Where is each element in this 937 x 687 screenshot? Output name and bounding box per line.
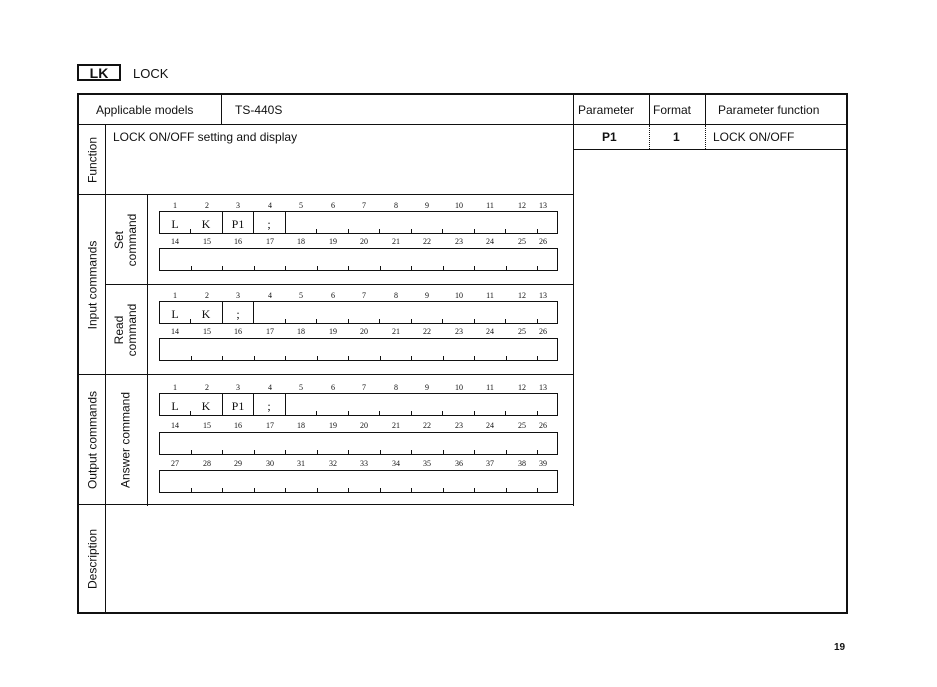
cell-separator — [411, 266, 412, 271]
cell-separator — [380, 450, 381, 455]
char-number: 24 — [486, 327, 494, 336]
cell-separator — [285, 450, 286, 455]
char-number: 21 — [392, 327, 400, 336]
char-number: 28 — [203, 459, 211, 468]
char-number: 9 — [425, 201, 429, 210]
char-number: 27 — [171, 459, 179, 468]
char-number: 21 — [392, 421, 400, 430]
char-number: 22 — [423, 421, 431, 430]
char-number: 2 — [205, 383, 209, 392]
cell-separator — [537, 266, 538, 271]
char-number: 19 — [329, 237, 337, 246]
char-number: 7 — [362, 383, 366, 392]
char-number: 15 — [203, 327, 211, 336]
cell-separator — [317, 356, 318, 361]
function-header: Parameter function — [718, 103, 820, 117]
format-header: Format — [653, 103, 692, 117]
char-row-box — [159, 432, 558, 455]
cell-separator — [222, 488, 223, 493]
char-number: 11 — [486, 383, 494, 392]
char-number: 17 — [266, 327, 274, 336]
char-number: 14 — [171, 237, 179, 246]
cell-separator — [285, 488, 286, 493]
format-divider — [649, 95, 650, 125]
char-number: 23 — [455, 327, 463, 336]
char-number: 38 — [518, 459, 526, 468]
char-row-box — [159, 470, 558, 493]
char-number: 12 — [518, 383, 526, 392]
char-cell: ; — [267, 399, 271, 413]
char-number: 6 — [331, 201, 335, 210]
char-number: 23 — [455, 237, 463, 246]
char-number: 13 — [539, 201, 547, 210]
char-number: 34 — [392, 459, 400, 468]
char-number: 25 — [518, 421, 526, 430]
cell-separator — [474, 266, 475, 271]
cell-separator — [348, 266, 349, 271]
char-number: 35 — [423, 459, 431, 468]
char-number: 17 — [266, 237, 274, 246]
cell-separator — [411, 488, 412, 493]
cell-separator — [506, 356, 507, 361]
function-text: LOCK ON/OFF setting and display — [113, 130, 298, 144]
char-number: 18 — [297, 421, 305, 430]
char-number: 11 — [486, 201, 494, 210]
function-divider — [705, 95, 706, 125]
read-command-label: Read command — [112, 303, 139, 357]
cell-separator — [474, 356, 475, 361]
char-number: 31 — [297, 459, 305, 468]
char-number: 2 — [205, 201, 209, 210]
char-number: 19 — [329, 421, 337, 430]
char-number: 37 — [486, 459, 494, 468]
cell-separator — [506, 266, 507, 271]
output-commands-label: Output commands — [85, 390, 100, 490]
char-row-box — [159, 211, 558, 234]
cell-separator — [222, 266, 223, 271]
char-number: 8 — [394, 201, 398, 210]
cell-separator — [506, 450, 507, 455]
char-cell: K — [201, 307, 211, 321]
set-command-label: Set command — [112, 213, 139, 267]
function-divider-dotted — [705, 125, 706, 149]
char-number: 33 — [360, 459, 368, 468]
cell-separator — [443, 488, 444, 493]
char-number: 32 — [329, 459, 337, 468]
cell-separator — [191, 266, 192, 271]
char-number: 25 — [518, 327, 526, 336]
param-function: LOCK ON/OFF — [713, 130, 795, 144]
char-number: 15 — [203, 237, 211, 246]
sublabel-divider — [147, 195, 148, 506]
char-number: 20 — [360, 237, 368, 246]
applicable-models-label: Applicable models — [96, 103, 194, 117]
cell-separator — [222, 450, 223, 455]
cell-separator — [317, 488, 318, 493]
cell-separator — [191, 450, 192, 455]
model-divider — [221, 95, 222, 125]
char-number: 13 — [539, 291, 547, 300]
char-number: 3 — [236, 201, 240, 210]
model-name: TS-440S — [235, 103, 283, 117]
char-number: 29 — [234, 459, 242, 468]
char-number: 4 — [268, 291, 272, 300]
header-row-divider — [79, 124, 846, 125]
char-number: 22 — [423, 237, 431, 246]
cell-separator — [191, 356, 192, 361]
char-cell: L — [171, 399, 179, 413]
set-read-divider — [106, 284, 574, 285]
cell-separator — [411, 450, 412, 455]
cell-separator — [443, 356, 444, 361]
cell-separator — [506, 488, 507, 493]
char-number: 3 — [236, 291, 240, 300]
cell-separator — [348, 450, 349, 455]
char-number: 4 — [268, 201, 272, 210]
param-name: P1 — [602, 130, 617, 144]
cell-separator — [317, 450, 318, 455]
input-output-divider — [79, 374, 574, 375]
char-cell: ; — [267, 217, 271, 231]
page-number: 19 — [834, 642, 846, 653]
char-number: 7 — [362, 291, 366, 300]
command-title: LOCK — [133, 66, 169, 81]
char-number: 25 — [518, 237, 526, 246]
char-row-box — [159, 248, 558, 271]
cell-separator — [254, 450, 255, 455]
char-cell: K — [201, 217, 211, 231]
cell-separator — [380, 266, 381, 271]
char-number: 9 — [425, 383, 429, 392]
char-cell: K — [201, 399, 211, 413]
char-number: 24 — [486, 421, 494, 430]
label-column-divider — [105, 125, 106, 612]
char-number: 11 — [486, 291, 494, 300]
char-number: 8 — [394, 383, 398, 392]
char-number: 23 — [455, 421, 463, 430]
char-number: 26 — [539, 421, 547, 430]
cell-separator — [474, 450, 475, 455]
char-number: 5 — [299, 291, 303, 300]
char-number: 2 — [205, 291, 209, 300]
char-row-box — [159, 338, 558, 361]
description-label: Description — [85, 528, 100, 590]
char-cell: P1 — [231, 217, 245, 231]
char-number: 26 — [539, 327, 547, 336]
char-number: 12 — [518, 291, 526, 300]
char-number: 24 — [486, 237, 494, 246]
char-number: 10 — [455, 383, 463, 392]
command-code: LK — [89, 65, 109, 81]
function-label: Function — [85, 136, 100, 184]
char-number: 7 — [362, 201, 366, 210]
char-number: 20 — [360, 421, 368, 430]
char-number: 5 — [299, 201, 303, 210]
char-number: 1 — [173, 291, 177, 300]
cell-separator — [537, 356, 538, 361]
char-number: 17 — [266, 421, 274, 430]
cell-separator — [443, 450, 444, 455]
char-number: 9 — [425, 291, 429, 300]
char-number: 8 — [394, 291, 398, 300]
char-number: 18 — [297, 327, 305, 336]
char-cell: P1 — [231, 399, 245, 413]
cell-separator — [380, 356, 381, 361]
char-number: 13 — [539, 383, 547, 392]
char-row-box — [159, 393, 558, 416]
cell-separator — [285, 266, 286, 271]
command-table — [77, 93, 848, 614]
char-number: 22 — [423, 327, 431, 336]
char-number: 18 — [297, 237, 305, 246]
output-description-divider — [79, 504, 574, 505]
param-format: 1 — [673, 130, 680, 144]
cell-separator — [317, 266, 318, 271]
char-number: 6 — [331, 383, 335, 392]
char-number: 15 — [203, 421, 211, 430]
answer-command-label: Answer command — [118, 391, 133, 489]
char-number: 5 — [299, 383, 303, 392]
char-number: 12 — [518, 201, 526, 210]
cell-separator — [380, 488, 381, 493]
parameter-header: Parameter — [578, 103, 635, 117]
cell-separator — [191, 488, 192, 493]
cell-separator — [285, 356, 286, 361]
format-divider-dotted — [649, 125, 650, 149]
cell-separator — [537, 488, 538, 493]
char-number: 4 — [268, 383, 272, 392]
cell-separator — [537, 450, 538, 455]
char-number: 39 — [539, 459, 547, 468]
input-commands-label: Input commands — [85, 240, 100, 330]
param-row-divider — [573, 149, 846, 150]
command-code-box — [77, 64, 121, 81]
cell-separator — [443, 266, 444, 271]
function-divider-h — [79, 194, 574, 195]
char-number: 14 — [171, 327, 179, 336]
parameter-section-divider — [573, 95, 574, 506]
char-number: 21 — [392, 237, 400, 246]
char-number: 6 — [331, 291, 335, 300]
cell-separator — [254, 356, 255, 361]
cell-separator — [222, 356, 223, 361]
cell-separator — [348, 488, 349, 493]
char-number: 16 — [234, 237, 242, 246]
char-number: 30 — [266, 459, 274, 468]
char-number: 10 — [455, 201, 463, 210]
char-number: 26 — [539, 237, 547, 246]
char-number: 3 — [236, 383, 240, 392]
char-number: 20 — [360, 327, 368, 336]
char-row-box — [159, 301, 558, 324]
cell-separator — [474, 488, 475, 493]
char-cell: L — [171, 217, 179, 231]
char-number: 16 — [234, 421, 242, 430]
cell-separator — [254, 488, 255, 493]
cell-separator — [254, 266, 255, 271]
cell-separator — [411, 356, 412, 361]
char-number: 36 — [455, 459, 463, 468]
char-number: 1 — [173, 201, 177, 210]
char-number: 14 — [171, 421, 179, 430]
cell-separator — [348, 356, 349, 361]
char-cell: ; — [236, 307, 240, 321]
char-cell: L — [171, 307, 179, 321]
char-number: 19 — [329, 327, 337, 336]
char-number: 16 — [234, 327, 242, 336]
char-number: 10 — [455, 291, 463, 300]
char-number: 1 — [173, 383, 177, 392]
